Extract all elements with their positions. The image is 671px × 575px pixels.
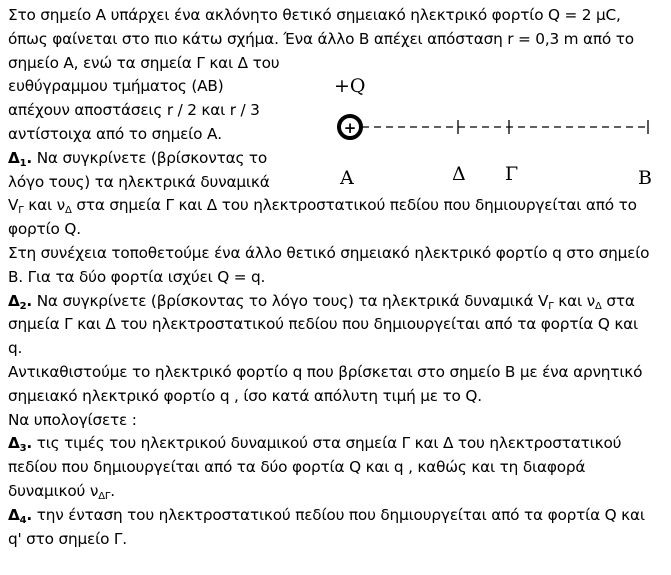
paragraph-3-line-2: σημειακό ηλεκτρικό φορτίο q , ίσο κατά απόλυτη τιμή με το Q. (8, 386, 482, 405)
question-d2-line-1: $\Delta_2$. Να συγκρίνετε (βρίσκοντας το λόγο τους) τα ηλεκτρικά δυναμικά $V_\Gamma$ και $\nu_\Delta$ στα (8, 291, 635, 312)
question-d3-line-3: δυναμικού $\nu_{\Delta\Gamma}$. (8, 481, 115, 502)
paragraph-2-line-2: Β. Για τα δύο φορτία ισχύει Q = q. (8, 267, 266, 286)
text-line-3: σημείο Α, ενώ τα σημεία Γ και Δ του (8, 53, 280, 72)
paragraph-2-line-1: Στη συνέχεια τοποθετούμε ένα άλλο θετικό σημειακό ηλεκτρικό φορτίο q στο σημείο (8, 243, 650, 262)
question-d2-tag: $\Delta_2$. (8, 291, 33, 312)
paragraph-3-line-1: Αντικαθιστούμε το ηλεκτρικό φορτίο q που βρίσκεται στο σημείο Β με ένα αρνητικό (8, 362, 643, 381)
question-d1-line-4: φορτίο Q. (8, 220, 81, 239)
charge-diagram (322, 70, 662, 195)
question-d4-line-2: q' στο σημείο Γ. (8, 529, 127, 548)
question-d1-tag: $\Delta_1$. (8, 148, 33, 169)
text-line-6: αντίστοιχα από το σημείο Α. (8, 124, 222, 143)
question-d3-line-1: $\Delta_3$. τις τιμές του ηλεκτρικού δυναμικού στα σημεία Γ και Δ του ηλεκτροστατικού (8, 434, 622, 455)
question-d3-tag: $\Delta_3$. (8, 434, 33, 455)
text-line-5: απέχουν αποστάσεις r / 2 και r / 3 (8, 101, 260, 120)
question-d4-line-1: $\Delta_4$. την ένταση του ηλεκτροστατικού πεδίου που δημιουργείται από τα φορτία Q και (8, 505, 645, 526)
paragraph-3-line-3: Να υπολογίσετε : (8, 410, 137, 429)
label-b: B (638, 167, 652, 189)
label-d: Δ (452, 163, 466, 185)
question-d2-line-2: σημεία Γ και Δ του ηλεκτροστατικού πεδίου που δημιουργείται από τα φορτία Q και (8, 315, 639, 334)
text-line-2: όπως φαίνεται στο πιο κάτω σχήμα. Ένα άλλο Β απέχει απόσταση r = 0,3 m από το (8, 29, 634, 48)
charge-sign: + (343, 119, 357, 137)
text-line-4: ευθύγραμμου τμήματος (ΑΒ) (8, 77, 224, 96)
question-d1-line-1: $\Delta_1$. Να συγκρίνετε (βρίσκοντας το (8, 148, 268, 169)
text-line-1: Στο σημείο Α υπάρχει ένα ακλόνητο θετικό σημειακό ηλεκτρικό φορτίο Q = 2 μC, (8, 6, 621, 24)
charge-label: +Q (334, 75, 366, 97)
question-d1-line-2: λόγο τους) τα ηλεκτρικά δυναμικά (8, 172, 270, 191)
question-d2-line-3: q. (8, 339, 23, 358)
question-d4-tag: $\Delta_4$. (8, 505, 33, 526)
question-d1-line-3: $V_\Gamma$ και $\nu_\Delta$ στα σημεία Γ και Δ του ηλεκτροστατικού πεδίου που δημιουργείται από το (8, 196, 637, 217)
label-g: Γ (505, 163, 519, 185)
label-a: A (340, 167, 354, 189)
question-d3-line-2: πεδίου που δημιουργείται από τα δύο φορτία Q και q , καθώς και τη διαφορά (8, 458, 586, 477)
charge-diagram-svg (322, 70, 662, 195)
